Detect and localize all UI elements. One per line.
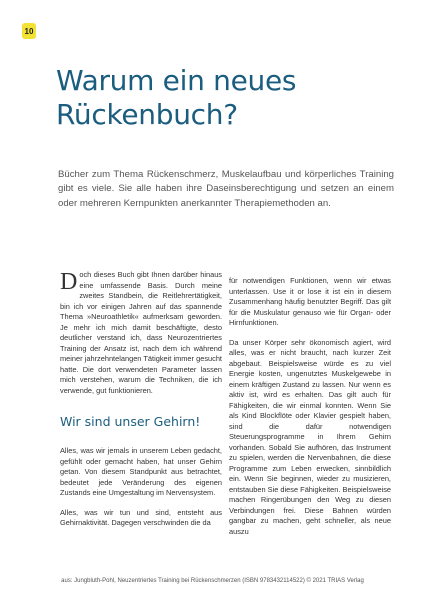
intro-paragraph: Bücher zum Thema Rückenschmerz, Muskelaufbau und körperliches Training gibt es viele. Sie alle haben ihre Daseinsberechtigung und setzen an einem oder mehreren Kernpunkten anerkannter Therapiemethoden an. [58,169,394,209]
left-paragraph-2: Alles, was wir jemals in unserem Leben gedacht, gefühlt oder gemacht haben, hat unser Gehirn getan. Von diesem Standpunkt aus betrachtet, bedeutet jede Veränderung des eigenen Zustands eine Umgestaltung im Nervensystem. [60,446,222,497]
section-subheading: Wir sind unser Gehirn! [60,414,201,429]
left-paragraph-1 [60,270,222,396]
drop-cap: D [60,269,78,295]
left-column [60,270,222,538]
right-column [229,276,391,546]
page-number-badge: 10 [22,23,36,39]
right-paragraph-2: Da unser Körper sehr ökonomisch agiert, wird alles, was er nicht braucht, nach kurzer Zeit abgebaut. Beispielsweise würde es zu viel Energie kosten, ungenutztes Muskelgewebe in einem kräftigen Zustand zu lassen. Nur wenn es aktiv ist, wird es erhalten. Das gilt auch für Fähigkeiten, die wir einmal konnten. Wenn Sie als Kind Blockflöte oder Klavier gespielt haben, sind die dafür notwendigen Steuerungsprogramme in Ihrem Gehirn vorhanden. Sobald Sie aufhören, das Instrument zu spielen, werden die Nervenbahnen, die diese Programme zum Leben erwecken, sinnbildlich ein. Wenn Sie beginnen, wieder zu musizieren, entstauben Sie diese Fähigkeiten. Beispielsweise machen Ringerübungen den Weg zu diesen Verbindungen frei. Diese Bahnen würden gangbar zu machen, geht schneller, als neue auszu [229,337,391,536]
page-title: Warum ein neues Rückenbuch? [56,64,297,131]
page-footer: aus: Jungbluth-Pohl, Neuzentriertes Training bei Rückenschmerzen (ISBN 9783432114522) © 2021 TRIAS Verlag [61,578,364,584]
left-paragraph-1-text: och dieses Buch gibt Ihnen darüber hinaus eine umfassende Basis. Durch meine zweites Standbein, die Reitlehrertätigkeit, bin ich vor einigen Jahren auf das spannende Thema »Neuroathletik« aufmerksam geworden. Je mehr ich mich damit beschäftigte, desto deutlicher verstand ich, dass Neurozentriertes Training der Ansatz ist, nach dem ich während meiner jahrzehntelangen Tätigkeit immer gesucht hatte. Die dort verwendeten Parameter lassen mich verstehen, warum die Techniken, die ich verwende, gut funktionieren. [60,270,222,395]
right-paragraph-1: für notwendigen Funktionen, wenn wir etwas unterlassen. Use it or lose it ist ein in diesem Zusammenhang häufig benutzter Begriff. Das gilt für die Muskulatur genauso wie für Organ- oder Hirnfunktionen. [229,276,391,327]
left-paragraph-3: Alles, was wir tun und sind, entsteht aus Gehirnaktivität. Dagegen verschwinden die da [60,507,222,527]
